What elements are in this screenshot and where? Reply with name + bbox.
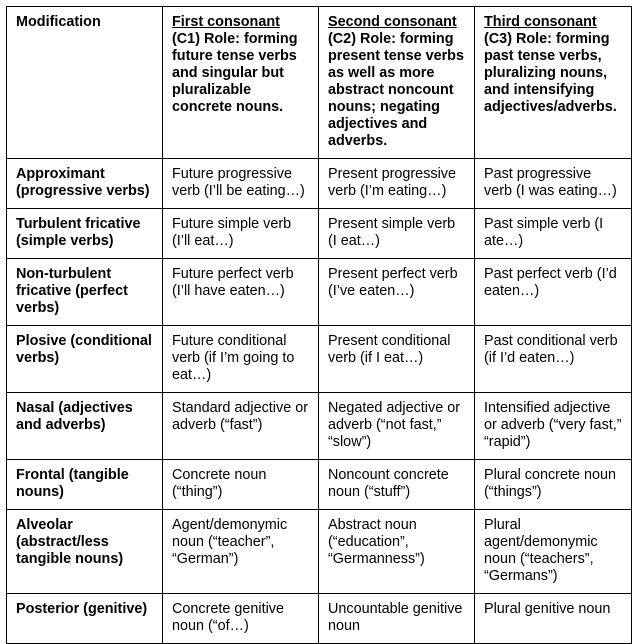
header-first-consonant-role: (C1) Role: forming future tense verbs and singular but pluralizable concrete nouns. <box>172 31 298 115</box>
cell-c1: Future perfect verb (I’ll have eaten…) <box>163 259 319 326</box>
table-row <box>7 259 632 326</box>
header-third-consonant <box>475 7 632 159</box>
header-modification-label: Modification <box>16 14 101 30</box>
table-row <box>7 460 632 510</box>
cell-c3: Intensified adjective or adverb (“very fast,” “rapid”) <box>475 393 632 460</box>
cell-c2: Present conditional verb (if I eat…) <box>319 326 475 393</box>
cell-c3: Plural concrete noun (“things”) <box>475 460 632 510</box>
cell-c1: Future progressive verb (I’ll be eating…) <box>163 159 319 209</box>
table-row <box>7 159 632 209</box>
cell-c1: Standard adjective or adverb (“fast”) <box>163 393 319 460</box>
header-row <box>7 7 632 159</box>
header-modification <box>7 7 163 159</box>
cell-c1: Concrete genitive noun (“of…) <box>163 594 319 644</box>
row-modification: Plosive (conditional verbs) <box>7 326 163 393</box>
cell-c2: Abstract noun (“education”, “Germanness”) <box>319 510 475 594</box>
header-first-consonant <box>163 7 319 159</box>
table-row <box>7 393 632 460</box>
cell-c2: Present perfect verb (I’ve eaten…) <box>319 259 475 326</box>
cell-c3: Past perfect verb (I’d eaten…) <box>475 259 632 326</box>
row-modification: Nasal (adjectives and adverbs) <box>7 393 163 460</box>
cell-c3: Plural agent/demonymic noun (“teachers”, “Germans”) <box>475 510 632 594</box>
cell-c2: Present simple verb (I eat…) <box>319 209 475 259</box>
cell-c1: Future simple verb (I’ll eat…) <box>163 209 319 259</box>
header-first-consonant-title: First consonant <box>172 14 280 30</box>
header-second-consonant-title: Second consonant <box>328 14 457 30</box>
table-row <box>7 209 632 259</box>
row-modification: Turbulent fricative (simple verbs) <box>7 209 163 259</box>
row-modification: Posterior (genitive) <box>7 594 163 644</box>
table-row <box>7 326 632 393</box>
header-second-consonant-role: (C2) Role: forming present tense verbs as well as more abstract noncount nouns; negating adjectives and adverbs. <box>328 31 464 149</box>
cell-c3: Past simple verb (I ate…) <box>475 209 632 259</box>
cell-c3: Past conditional verb (if I’d eaten…) <box>475 326 632 393</box>
header-third-consonant-title: Third consonant <box>484 14 597 30</box>
header-second-consonant <box>319 7 475 159</box>
cell-c2: Noncount concrete noun (“stuff”) <box>319 460 475 510</box>
consonant-modification-table <box>6 6 632 644</box>
cell-c2: Uncountable genitive noun <box>319 594 475 644</box>
table-row <box>7 594 632 644</box>
cell-c2: Present progressive verb (I’m eating…) <box>319 159 475 209</box>
cell-c1: Concrete noun (“thing”) <box>163 460 319 510</box>
cell-c3: Plural genitive noun <box>475 594 632 644</box>
cell-c1: Agent/demonymic noun (“teacher”, “German”) <box>163 510 319 594</box>
row-modification: Non-turbulent fricative (perfect verbs) <box>7 259 163 326</box>
header-third-consonant-role: (C3) Role: forming past tense verbs, pluralizing nouns, and intensifying adjectives/adverbs. <box>484 31 617 115</box>
row-modification: Frontal (tangible nouns) <box>7 460 163 510</box>
cell-c2: Negated adjective or adverb (“not fast,” “slow”) <box>319 393 475 460</box>
table-row <box>7 510 632 594</box>
cell-c1: Future conditional verb (if I’m going to eat…) <box>163 326 319 393</box>
row-modification: Alveolar (abstract/less tangible nouns) <box>7 510 163 594</box>
row-modification: Approximant (progressive verbs) <box>7 159 163 209</box>
cell-c3: Past progressive verb (I was eating…) <box>475 159 632 209</box>
